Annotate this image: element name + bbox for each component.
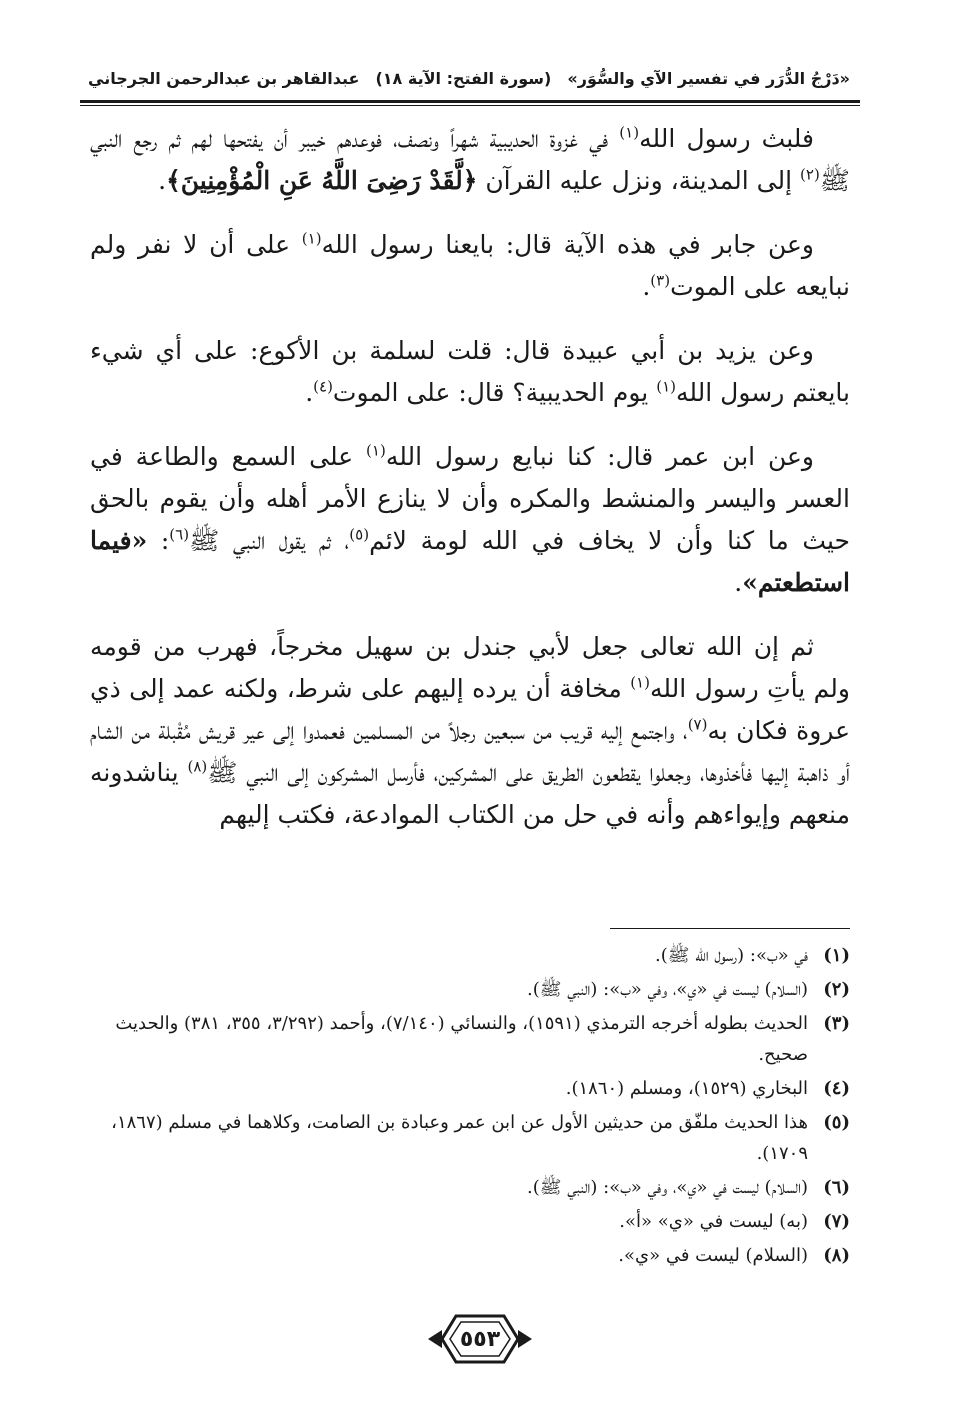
footnote-text: (السلام) ليست في «ي»، وفي «ب»: (النبي ﷺ). — [526, 979, 808, 1000]
page-number: ٥٥٣ — [459, 1326, 501, 1352]
text-span: . — [734, 568, 743, 597]
footnote — [100, 1172, 850, 1203]
text-span: ثم إن الله تعالى جعل لأبي جندل بن سهيل مخرجاً، فهرب من قومه ولم يأتِ رسول الله — [90, 632, 850, 703]
footnote-ref: (١) — [366, 441, 386, 460]
footnote-ref: (٣) — [650, 271, 671, 290]
footnote-ref: (١) — [630, 673, 650, 692]
text-span: . — [305, 378, 314, 407]
text-span: فلبث رسول الله — [639, 124, 814, 153]
quran-verse: ﴿لَّقَدْ رَضِىَ اللَّهُ عَنِ الْمُؤْمِنِينَ﴾ — [166, 166, 478, 195]
paragraph — [90, 436, 850, 604]
footnote-number: (١) — [823, 945, 850, 966]
text-span: : — [147, 526, 170, 555]
footnote-number: (٦) — [823, 1177, 850, 1198]
footnote-number: (٧) — [823, 1211, 850, 1232]
paragraph — [90, 626, 850, 836]
footnote-number: (٨) — [823, 1245, 850, 1266]
running-header — [88, 58, 850, 98]
footnote — [100, 1107, 850, 1169]
footnote-ref: (١) — [301, 229, 322, 248]
footnote — [100, 1008, 850, 1070]
footnote — [100, 974, 850, 1005]
footnote-number: (٣) — [823, 1013, 850, 1034]
paragraph — [90, 330, 850, 414]
footnotes — [100, 940, 850, 1274]
footnote-text: (السلام) ليست في «ي»، وفي «ب»: (النبي ﷺ). — [526, 1177, 808, 1198]
text-span: ، ثم يقول النبي ﷺ — [189, 526, 350, 555]
paragraph — [90, 224, 850, 308]
footnote-ref: (٦) — [169, 525, 190, 544]
header-divider — [80, 100, 860, 103]
footnote-ref: (٨) — [187, 757, 208, 776]
text-span: وعن يزيد بن أبي عبيدة قال: قلت لسلمة بن الأكوع: على أي شيء بايعتم رسول الله — [90, 336, 850, 407]
footnote-text: في «ب»: (رسول الله ﷺ). — [655, 945, 808, 966]
text-span: يوم الحديبية؟ قال: على الموت — [332, 378, 657, 407]
text-span: على أن لا نفر ولم نبايعه على الموت — [90, 230, 850, 301]
footnote-text: الحديث بطوله أخرجه الترمذي (١٥٩١)، والنسائي (٧/١٤٠)، وأحمد (٣/٢٩٢، ٣٥٥، ٣٨١) والحديث صحيح. — [115, 1013, 808, 1065]
footnote — [100, 1240, 850, 1271]
header-section: (سورة الفتح: الآية ١٨) — [375, 68, 552, 88]
footnote-text: (السلام) ليست في «ي». — [618, 1245, 808, 1266]
footnote-ref: (٧) — [687, 715, 708, 734]
footnote-text: (به) ليست في «ي» «أ». — [619, 1211, 808, 1232]
text-span: على السمع والطاعة في العسر واليسر والمنشط والمكره وأن لا ينازع الأمر أهله وأن يقوم بالحق حيث ما كنا وأن لا يخاف في الله لومة لائم — [90, 442, 850, 555]
footnote-ref: (١) — [656, 377, 676, 396]
footnote — [100, 1206, 850, 1237]
header-divider-thin — [80, 105, 860, 106]
footnote-text: هذا الحديث ملفّق من حديثين الأول عن ابن عمر وعبادة بن الصامت، وكلاهما في مسلم (١٨٦٧، ١٧٠٩). — [111, 1112, 808, 1164]
text-span: إلى المدينة، ونزل عليه القرآن — [477, 166, 801, 195]
footnote — [100, 1073, 850, 1104]
header-book-title: «دَرْجُ الدُّرَر في تفسير الآي والسُّوَر» — [567, 68, 850, 88]
footnote-number: (٢) — [823, 979, 850, 1000]
text-span: مخافة أن يرده إليهم على شرط، ولكنه عمد إلى ذي عروة فكان به — [90, 674, 850, 745]
footnote-number: (٤) — [823, 1078, 850, 1099]
main-text — [90, 118, 850, 858]
text-span: ، واجتمع إليه قريب من سبعين رجلاً من المسلمين فعمدوا إلى عير قريش مُقْبلة من الشام أو ذاهبة إليها فأخذوها، وجعلوا يقطعون الطريق على المشركين، فأرسل المشركون إلى النبي ﷺ — [90, 716, 850, 787]
footnote-ref: (٥) — [349, 525, 370, 544]
footnote-separator — [610, 928, 850, 929]
text-span: . — [158, 166, 167, 195]
paragraph — [90, 118, 850, 202]
hadith-quote: «فيما استطعتم» — [90, 526, 850, 597]
footnote-ref: (٢) — [800, 165, 820, 184]
text-span: . — [642, 272, 651, 301]
footnote-number: (٥) — [823, 1112, 850, 1133]
page-number-ornament — [426, 1310, 534, 1368]
footnote-ref: (١) — [619, 123, 640, 142]
header-author: عبدالقاهر بن عبدالرحمن الجرجاني — [88, 68, 360, 88]
text-span: وعن جابر في هذه الآية قال: بايعنا رسول الله — [321, 230, 814, 259]
footnote-text: البخاري (١٥٢٩)، ومسلم (١٨٦٠). — [565, 1078, 808, 1099]
text-span: وعن ابن عمر قال: كنا نبايع رسول الله — [385, 442, 814, 471]
footnote — [100, 940, 850, 971]
footnote-ref: (٤) — [313, 377, 333, 396]
text-span: في غزوة الحديبية شهراً ونصف، فوعدهم خيبر أن يفتحها لهم ثم رجع النبي ﷺ — [90, 124, 850, 195]
text-span: يناشدونه منعهم وإيواءهم وأنه في حل من الكتاب الموادعة، فكتب إليهم — [90, 758, 850, 829]
